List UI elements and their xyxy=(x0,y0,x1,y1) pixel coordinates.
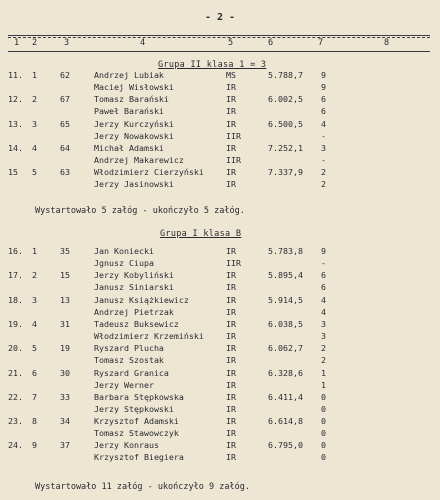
cell-num: 62 xyxy=(60,70,70,80)
result-row xyxy=(8,167,430,191)
cell-p1: 3 xyxy=(321,318,326,329)
cell-time: 6.038,5 xyxy=(268,318,303,329)
cell-cls1: IR xyxy=(226,416,236,427)
result-row xyxy=(8,246,430,270)
cell-num: 67 xyxy=(60,94,70,105)
cell-cls2: IR xyxy=(226,306,236,317)
cell-cls1: IR xyxy=(226,391,236,402)
cell-codriver: Włodzimierz Krzemiński xyxy=(94,330,204,341)
cell-n: 9 xyxy=(32,440,37,451)
cell-p2: 6 xyxy=(321,282,326,293)
cell-n: 2 xyxy=(32,94,37,105)
cell-p2: 3 xyxy=(321,330,326,341)
cell-pos: 22. xyxy=(8,391,23,402)
cell-pos: 13. xyxy=(8,118,23,129)
cell-cls1: IR xyxy=(226,318,236,329)
cell-p1: 0 xyxy=(321,391,326,402)
column-header-8: 8 xyxy=(384,38,390,48)
cell-p1: 4 xyxy=(321,294,326,305)
cell-pos: 21. xyxy=(8,367,23,378)
cell-cls2: IR xyxy=(226,82,236,92)
cell-cls1: IR xyxy=(226,440,236,451)
cell-driver: Krzysztof Adamski xyxy=(94,416,179,427)
cell-cls1: IR xyxy=(226,270,236,281)
cell-time: 5.914,5 xyxy=(268,294,303,305)
cell-cls2: IIR xyxy=(226,130,241,141)
cell-cls2: IR xyxy=(226,403,236,414)
result-row xyxy=(8,319,430,343)
cell-time: 7.337,9 xyxy=(268,167,303,178)
cell-p2: 2 xyxy=(321,179,326,190)
cell-codriver: Andrzej Makarewicz xyxy=(94,154,184,165)
cell-pos: 19. xyxy=(8,318,23,329)
cell-p1: 2 xyxy=(321,167,326,178)
column-header-rule xyxy=(8,51,430,52)
cell-driver: Barbara Stępkowska xyxy=(94,391,184,402)
cell-p1: 9 xyxy=(321,70,326,80)
cell-time: 6.795,0 xyxy=(268,440,303,451)
cell-n: 1 xyxy=(32,70,37,80)
cell-cls1: IR xyxy=(226,142,236,153)
cell-p1: 0 xyxy=(321,440,326,451)
cell-num: 64 xyxy=(60,142,70,153)
cell-driver: Jerzy Konraus xyxy=(94,440,159,451)
cell-codriver: Jerzy Nowakowski xyxy=(94,130,174,141)
group-title: Grupa II klasa 1 = 3 xyxy=(158,60,267,70)
cell-time: 6.500,5 xyxy=(268,118,303,129)
cell-cls1: IR xyxy=(226,343,236,354)
cell-cls2: IR xyxy=(226,179,236,190)
result-row xyxy=(8,295,430,319)
cell-n: 4 xyxy=(32,142,37,153)
cell-codriver: Janusz Siniarski xyxy=(94,282,174,293)
result-row xyxy=(8,70,430,94)
cell-time: 5.895,4 xyxy=(268,270,303,281)
cell-p1: 2 xyxy=(321,343,326,354)
cell-time: 7.252,1 xyxy=(268,142,303,153)
cell-p2: 1 xyxy=(321,379,326,390)
cell-driver: Jan Koniecki xyxy=(94,246,154,256)
cell-num: 19 xyxy=(60,343,70,354)
cell-cls2: IR xyxy=(226,428,236,439)
cell-n: 3 xyxy=(32,118,37,129)
cell-p2: 4 xyxy=(321,306,326,317)
cell-num: 30 xyxy=(60,367,70,378)
cell-codriver: Maciej Wisłowski xyxy=(94,82,174,92)
cell-cls1: IR xyxy=(226,118,236,129)
cell-cls2: IR xyxy=(226,282,236,293)
cell-pos: 18. xyxy=(8,294,23,305)
cell-p2: 0 xyxy=(321,428,326,439)
cell-cls2: IR xyxy=(226,355,236,366)
cell-driver: Ryszard Granica xyxy=(94,367,169,378)
cell-driver: Jerzy Kobyliński xyxy=(94,270,174,281)
column-header-1: 1 xyxy=(14,38,20,48)
cell-p2: - xyxy=(321,130,326,141)
cell-driver: Janusz Książkiewicz xyxy=(94,294,189,305)
cell-cls1: IR xyxy=(226,367,236,378)
cell-num: 31 xyxy=(60,318,70,329)
cell-pos: 15 xyxy=(8,167,18,178)
cell-pos: 16. xyxy=(8,246,23,256)
column-header-3: 3 xyxy=(64,38,70,48)
cell-n: 2 xyxy=(32,270,37,281)
cell-p1: 3 xyxy=(321,142,326,153)
cell-p2: 2 xyxy=(321,355,326,366)
column-header-6: 6 xyxy=(268,38,274,48)
cell-pos: 17. xyxy=(8,270,23,281)
cell-p2: 0 xyxy=(321,452,326,463)
cell-codriver: Andrzej Pietrzak xyxy=(94,306,174,317)
group-summary: Wystartowało 5 załóg - ukończyło 5 załóg. xyxy=(35,206,245,216)
cell-n: 1 xyxy=(32,246,37,256)
cell-time: 6.328,6 xyxy=(268,367,303,378)
cell-p1: 9 xyxy=(321,246,326,256)
cell-driver: Tomasz Barański xyxy=(94,94,169,105)
cell-n: 7 xyxy=(32,391,37,402)
cell-codriver: Jerzy Jasinowski xyxy=(94,179,174,190)
cell-cls1: IR xyxy=(226,294,236,305)
cell-codriver: Tomasz Stawowczyk xyxy=(94,428,179,439)
cell-n: 6 xyxy=(32,367,37,378)
cell-pos: 23. xyxy=(8,416,23,427)
cell-pos: 20. xyxy=(8,343,23,354)
result-row xyxy=(8,416,430,440)
cell-p2: 9 xyxy=(321,82,326,92)
cell-cls1: IR xyxy=(226,246,236,256)
column-header-7: 7 xyxy=(318,38,324,48)
cell-driver: Tadeusz Buksewicz xyxy=(94,318,179,329)
result-row xyxy=(8,143,430,167)
cell-n: 3 xyxy=(32,294,37,305)
result-row xyxy=(8,368,430,392)
cell-n: 5 xyxy=(32,343,37,354)
cell-cls2: IR xyxy=(226,330,236,341)
cell-num: 13 xyxy=(60,294,70,305)
cell-codriver: Krzysztof Biegiera xyxy=(94,452,184,463)
result-row xyxy=(8,270,430,294)
cell-num: 63 xyxy=(60,167,70,178)
result-row xyxy=(8,119,430,143)
cell-num: 37 xyxy=(60,440,70,451)
group-title: Grupa I klasa B xyxy=(160,229,242,239)
cell-cls1: MS xyxy=(226,70,236,80)
cell-num: 34 xyxy=(60,416,70,427)
cell-driver: Michał Adamski xyxy=(94,142,164,153)
cell-time: 6.411,4 xyxy=(268,391,303,402)
cell-codriver: Paweł Barański xyxy=(94,106,164,117)
cell-driver: Jerzy Kurczyński xyxy=(94,118,174,129)
column-header-2: 2 xyxy=(32,38,38,48)
cell-driver: Andrzej Lubiak xyxy=(94,70,164,80)
cell-codriver: Jgnusz Ciupa xyxy=(94,258,154,268)
column-header-4: 4 xyxy=(140,38,146,48)
cell-pos: 11. xyxy=(8,70,23,80)
cell-p1: 4 xyxy=(321,118,326,129)
cell-num: 35 xyxy=(60,246,70,256)
column-headers xyxy=(8,38,430,50)
cell-p2: - xyxy=(321,258,326,268)
cell-cls2: IR xyxy=(226,379,236,390)
cell-p1: 0 xyxy=(321,416,326,427)
result-row xyxy=(8,94,430,118)
cell-time: 6.002,5 xyxy=(268,94,303,105)
cell-codriver: Tomasz Szostak xyxy=(94,355,164,366)
cell-driver: Ryszard Plucha xyxy=(94,343,164,354)
cell-num: 15 xyxy=(60,270,70,281)
cell-pos: 24. xyxy=(8,440,23,451)
cell-cls2: IIR xyxy=(226,154,241,165)
column-header-5: 5 xyxy=(228,38,234,48)
cell-num: 65 xyxy=(60,118,70,129)
cell-n: 4 xyxy=(32,318,37,329)
cell-codriver: Jerzy Stępkowski xyxy=(94,403,174,414)
cell-driver: Włodzimierz Cierzyński xyxy=(94,167,204,178)
group-summary: Wystartowało 11 załóg - ukończyło 9 załóg. xyxy=(35,482,250,492)
cell-time: 5.788,7 xyxy=(268,70,303,80)
cell-cls1: IR xyxy=(226,94,236,105)
cell-codriver: Jerzy Werner xyxy=(94,379,154,390)
cell-pos: 14. xyxy=(8,142,23,153)
cell-pos: 12. xyxy=(8,94,23,105)
cell-p2: - xyxy=(321,154,326,165)
page-number: - 2 - xyxy=(204,12,236,23)
cell-n: 5 xyxy=(32,167,37,178)
cell-p2: 6 xyxy=(321,106,326,117)
cell-p1: 6 xyxy=(321,270,326,281)
result-row xyxy=(8,392,430,416)
cell-p2: 0 xyxy=(321,403,326,414)
result-row xyxy=(8,343,430,367)
header-rule xyxy=(8,35,430,36)
cell-p1: 1 xyxy=(321,367,326,378)
cell-num: 33 xyxy=(60,391,70,402)
cell-time: 6.062,7 xyxy=(268,343,303,354)
cell-cls2: IIR xyxy=(226,258,241,268)
cell-time: 6.614,8 xyxy=(268,416,303,427)
cell-p1: 6 xyxy=(321,94,326,105)
cell-cls2: IR xyxy=(226,106,236,117)
cell-cls1: IR xyxy=(226,167,236,178)
cell-time: 5.783,8 xyxy=(268,246,303,256)
cell-n: 8 xyxy=(32,416,37,427)
result-row xyxy=(8,440,430,464)
cell-cls2: IR xyxy=(226,452,236,463)
